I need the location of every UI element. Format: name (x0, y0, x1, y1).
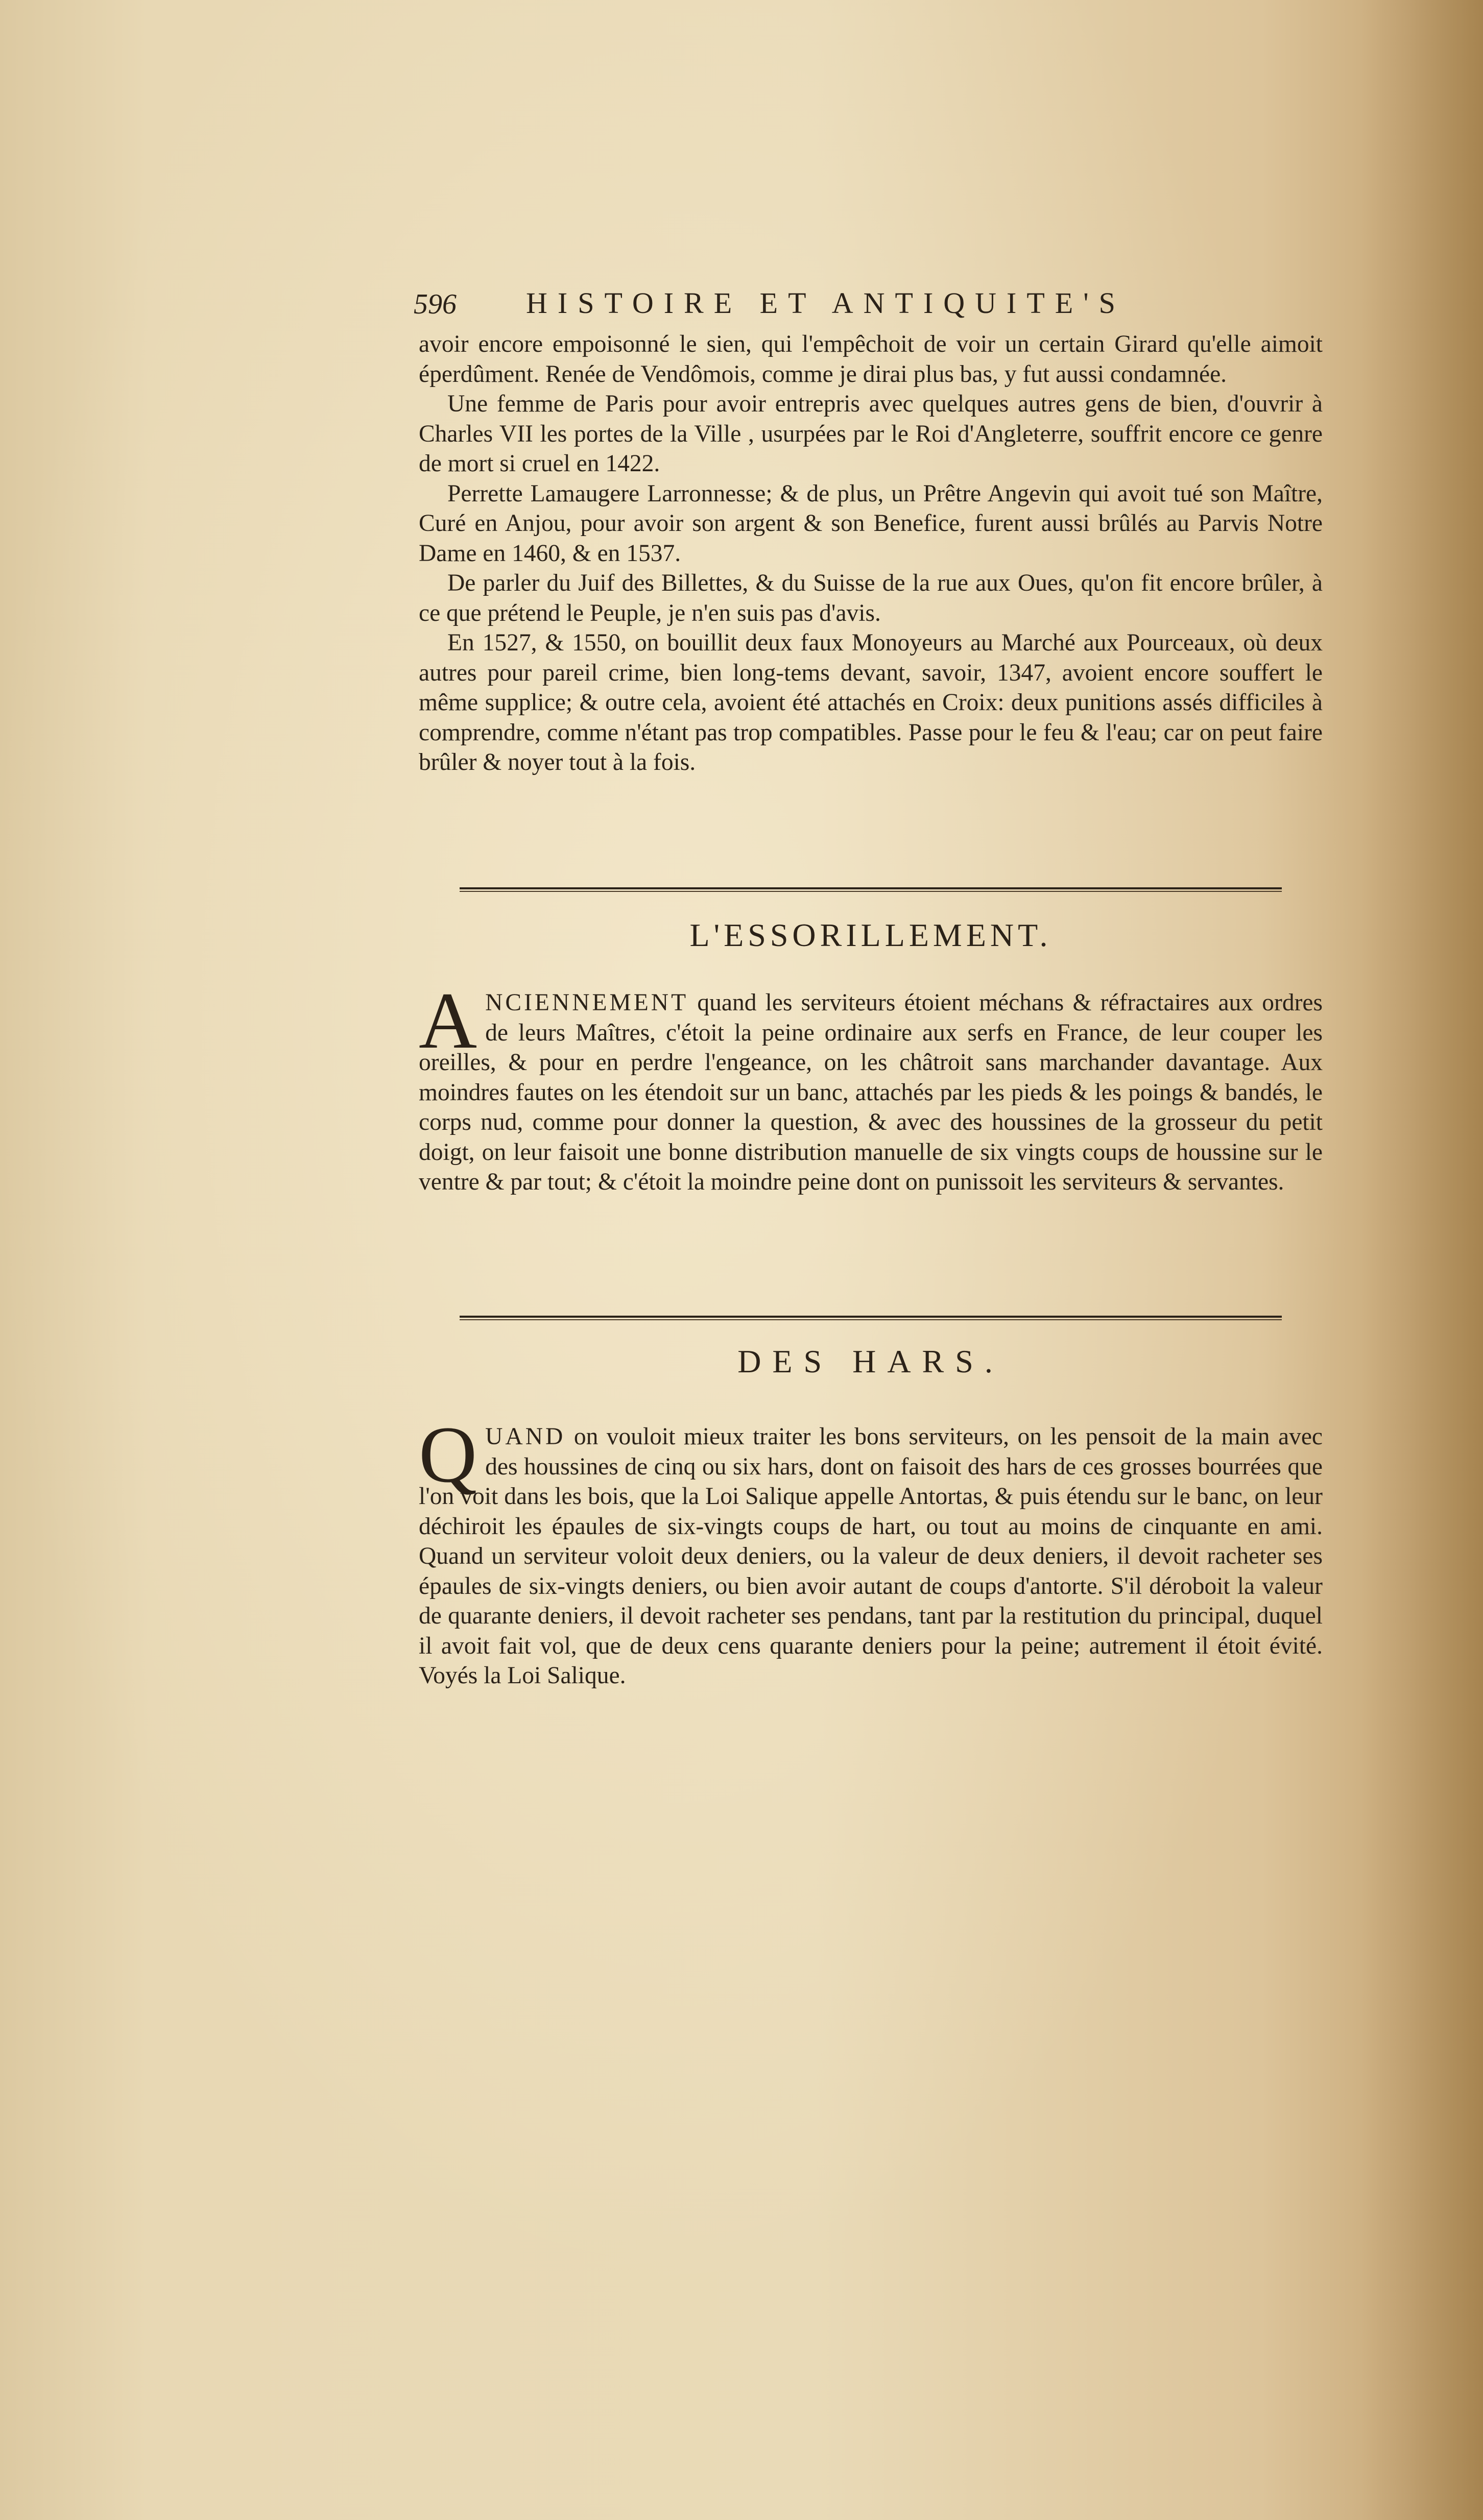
paragraph: Perrette Lamaugere Larronnesse; & de plus, un Prêtre Angevin qui avoit tué son Maître, Curé en Anjou, pour avoir son argent & son Benefice, furent aussi brûlés au Parvis Notre Dame en 1460, & en 1537. (419, 480, 1323, 567)
page-header (414, 286, 1312, 327)
drop-cap: Q (419, 1410, 477, 1499)
paragraph-text: quand les serviteurs étoient méchans & réfractaires aux ordres de leurs Maîtres, c'étoit la peine ordinaire aux serfs en France, de leur couper les oreilles, & pour en perdre l'engeance, on les châtroit sans marchander davantage. Aux moindres fautes on les étendoit sur un banc, attachés par les pieds & les poings & bandés, le corps nud, comme pour donner la question, & avec des houssines de la grosseur du petit doigt, on leur faisoit une bonne distribution manuelle de six vingts coups de houssine sur le ventre & par tout; & c'étoit la moindre peine dont on punissoit les serviteurs & servantes. (419, 989, 1323, 1195)
section-title-essorillement: L'ESSORILLEMENT. (689, 917, 1052, 953)
paragraph: De parler du Juif des Billettes, & du Suisse de la rue aux Oues, qu'on fit encore brûler, à ce que prétend le Peuple, je n'en suis pas d'avis. (419, 570, 1323, 626)
page-edge-shading (1360, 0, 1483, 2520)
paragraph-text: on vouloit mieux traiter les bons serviteurs, on les pensoit de la main avec des houssines de cinq ou six hars, dont on faisoit des hars de ces grosses bourrées que l'on voit dans les bois, que la Loi Salique appelle Antortas, & puis étendu sur le banc, on leur déchiroit les épaules de six-vingts coups de hart, ou tout au moins de cinquante en ami. Quand un serviteur voloit deux deniers, ou la valeur de deux deniers, il devoit racheter ses épaules de six-vingts deniers, ou bien avoir autant de coups d'antorte. S'il déroboit la valeur de quarante deniers, il devoit racheter ses pendans, tant par la restitution du principal, duquel il avoit fait vol, que de deux cens quarante deniers pour la peine; autrement il étoit évité. Voyés la Loi Salique. (419, 1423, 1323, 1689)
lead-word: NCIENNEMENT (485, 989, 689, 1016)
paragraph (419, 976, 1323, 1197)
section-divider (460, 1316, 1282, 1320)
section-body-hars (419, 1410, 1323, 1691)
continued-text-block (419, 329, 1323, 778)
paragraph: avoir encore empoisonné le sien, qui l'empêchoit de voir un certain Girard qu'elle aimoit éperdûment. Renée de Vendômois, comme je dirai plus bas, y fut aussi condamnée. (419, 331, 1323, 387)
paragraph: Une femme de Paris pour avoir entrepris avec quelques autres gens de bien, d'ouvrir à Charles VII les portes de la Ville , usurpées par le Roi d'Angleterre, souffrit encore ce genre de mort si cruel en 1422. (419, 391, 1323, 477)
paragraph: En 1527, & 1550, on bouillit deux faux Monoyeurs au Marché aux Pourceaux, où deux autres pour pareil crime, bien long-tems devant, savoir, 1347, avoient encore souffert le même supplice; & outre cela, avoient été attachés en Croix: deux punitions assés difficiles à comprendre, comme n'étant pas trop compatibles. Passe pour le feu & l'eau; car on peut faire brûler & noyer tout à la fois. (419, 629, 1323, 776)
page-number: 596 (414, 288, 457, 320)
drop-cap: A (419, 976, 477, 1065)
section-title-hars: DES HARS. (737, 1343, 1004, 1379)
running-head: HISTOIRE ET ANTIQUITE'S (526, 286, 1126, 320)
section-body-essorillement (419, 976, 1323, 1197)
paragraph (419, 1410, 1323, 1691)
lead-word: UAND (485, 1423, 566, 1450)
section-divider (460, 887, 1282, 892)
